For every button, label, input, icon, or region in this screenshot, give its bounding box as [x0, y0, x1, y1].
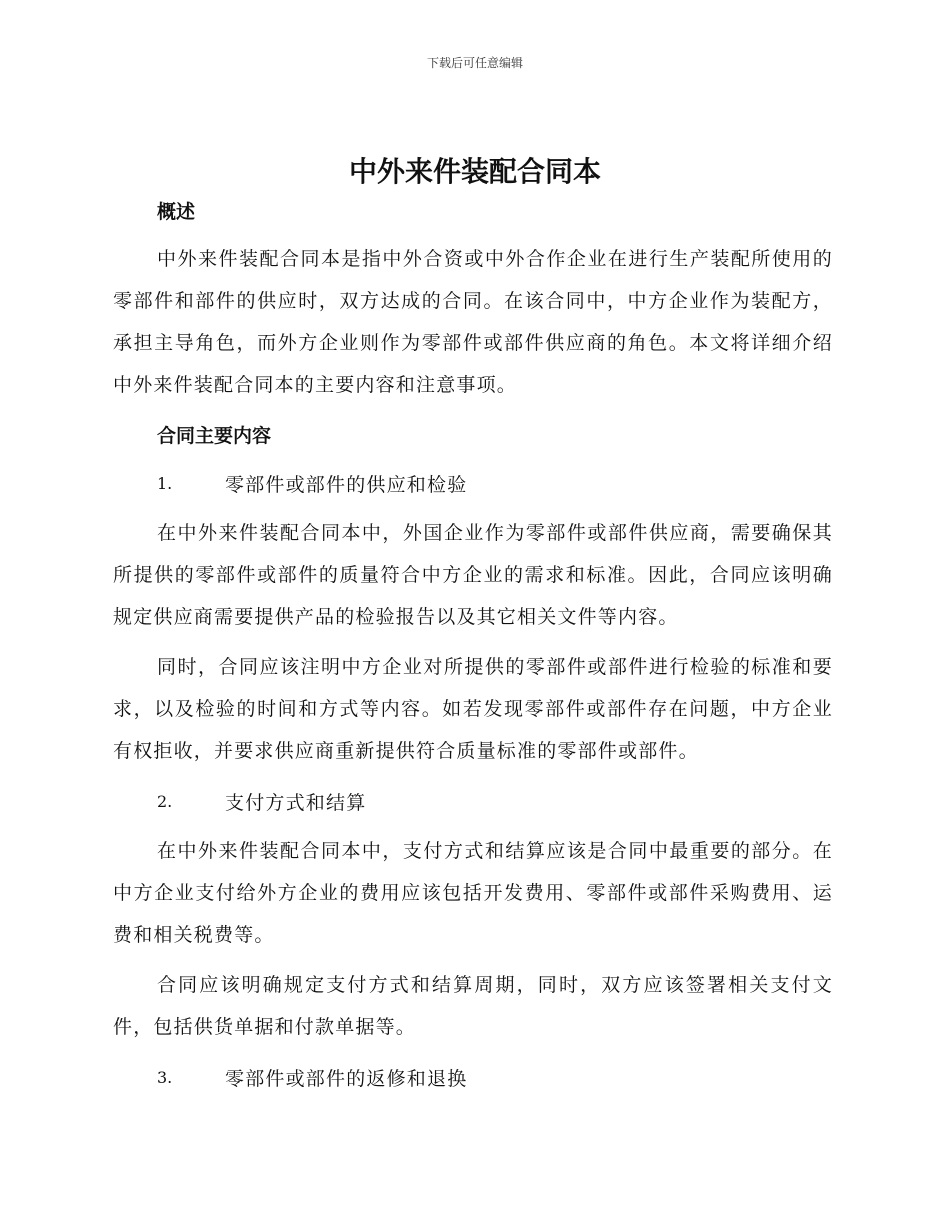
overview-paragraph: 中外来件装配合同本是指中外合资或中外合作企业在进行生产装配所使用的零部件和部件的供应时，双方达成的合同。在该合同中，中方企业作为装配方，承担主导角色，而外方企业则作为零部件或部件供应商的角色。本文将详细介绍中外来件装配合同本的主要内容和注意事项。: [113, 248, 833, 396]
item-number: 3.: [157, 1067, 173, 1087]
item-1-paragraph-2: 同时，合同应该注明中方企业对所提供的零部件或部件进行检验的标准和要求，以及检验的时间和方式等内容。如若发现零部件或部件存在问题，中方企业有权拒收，并要求供应商重新提供符合质量标准的零部件或部件。: [113, 656, 833, 762]
item-number: 1.: [157, 473, 173, 493]
numbered-item-2: [157, 780, 833, 822]
document-body: [113, 194, 833, 1098]
item-title: 零部件或部件的返修和退换: [225, 1067, 468, 1090]
numbered-item-1: [157, 462, 833, 504]
header-note: 下载后可任意编辑: [426, 56, 523, 70]
item-title: 支付方式和结算: [225, 791, 367, 814]
section-heading-main-content: 合同主要内容: [157, 425, 272, 447]
section-heading-overview: 概述: [157, 201, 196, 223]
item-title: 零部件或部件的供应和检验: [225, 473, 468, 496]
item-number: 2.: [157, 791, 173, 811]
item-2-paragraph-1: 在中外来件装配合同本中，支付方式和结算应该是合同中最重要的部分。在中方企业支付给外方企业的费用应该包括开发费用、零部件或部件采购费用、运费和相关税费等。: [113, 840, 833, 946]
item-2-paragraph-2: 合同应该明确规定支付方式和结算周期，同时，双方应该签署相关支付文件，包括供货单据和付款单据等。: [113, 974, 833, 1038]
document-title: 中外来件装配合同本: [348, 155, 601, 188]
item-1-paragraph-1: 在中外来件装配合同本中，外国企业作为零部件或部件供应商，需要确保其所提供的零部件或部件的质量符合中方企业的需求和标准。因此，合同应该明确规定供应商需要提供产品的检验报告以及其它相关文件等内容。: [113, 522, 833, 628]
numbered-item-3: [157, 1056, 833, 1098]
